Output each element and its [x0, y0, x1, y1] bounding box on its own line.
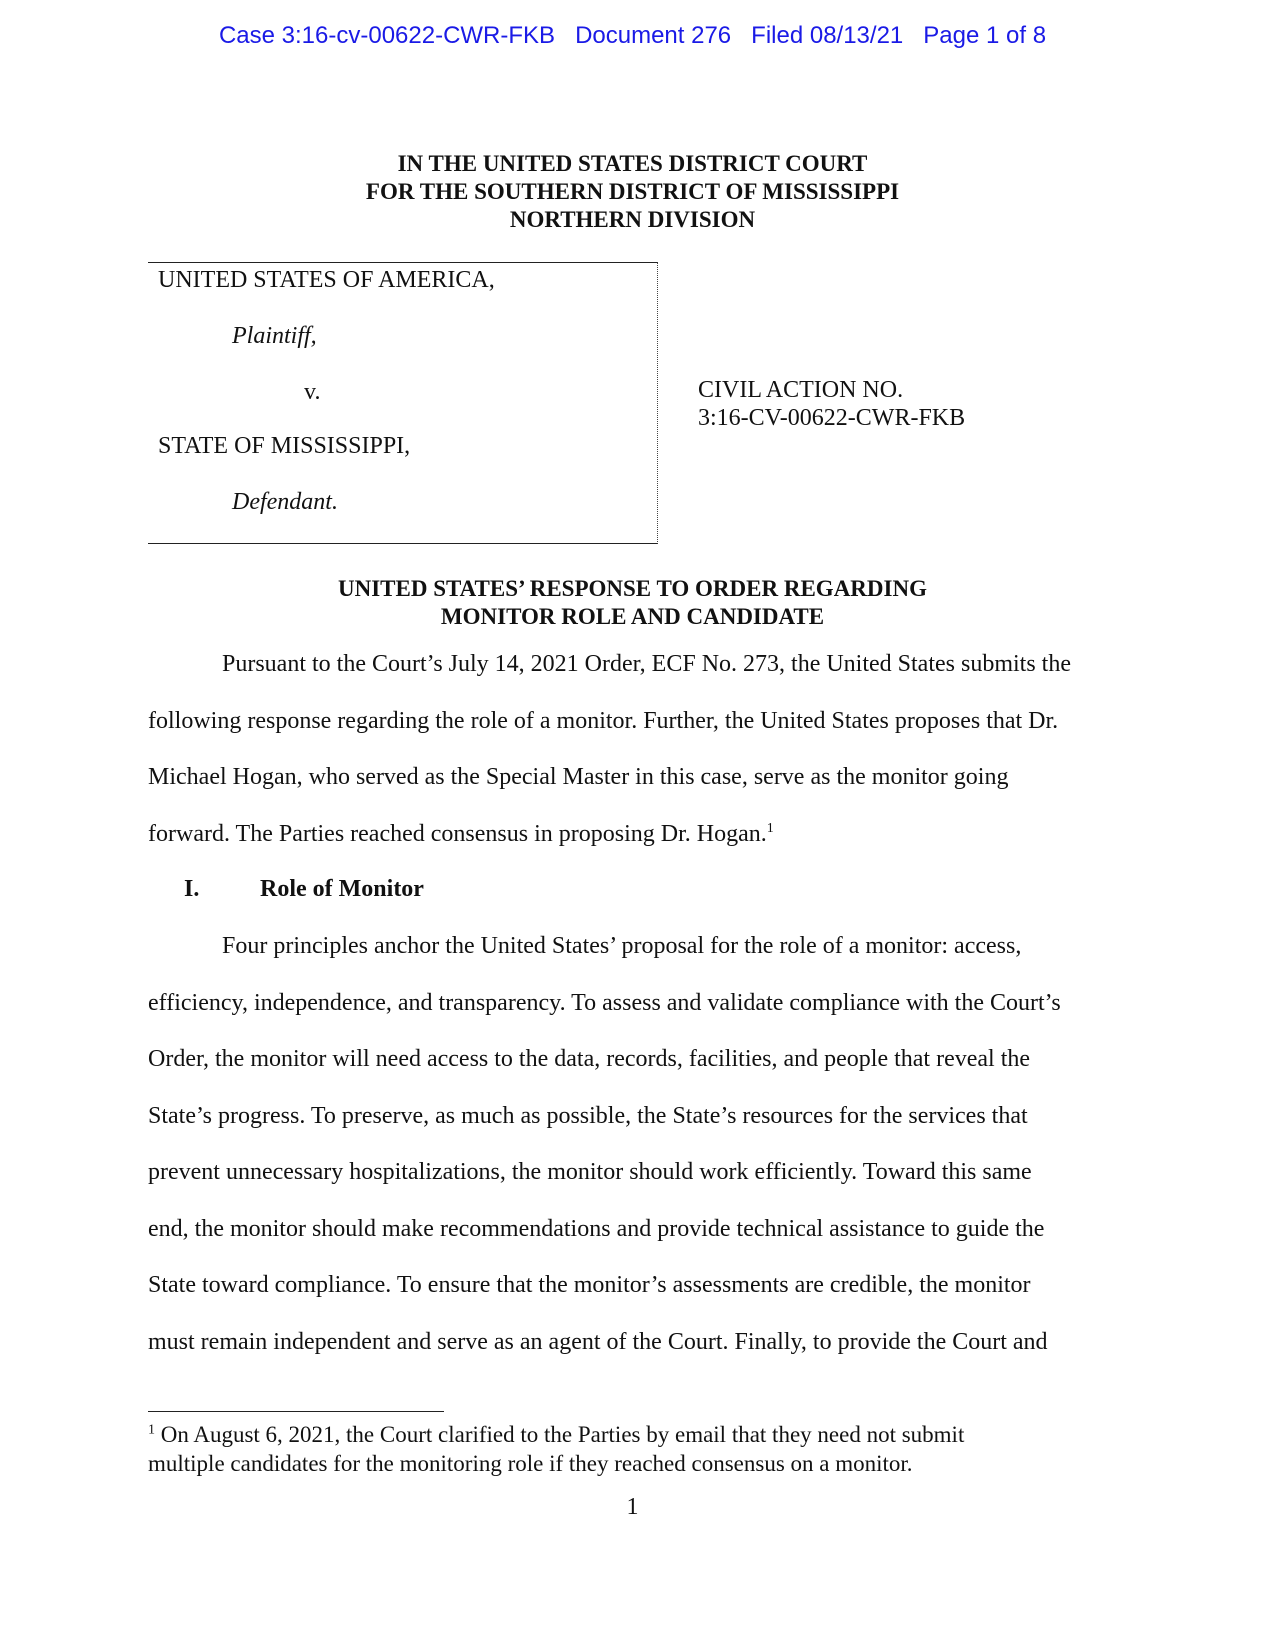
paragraph-2-line: Order, the monitor will need access to the data, records, facilities, and people that reveal the: [148, 1046, 1031, 1072]
paragraph-1-line: forward. The Parties reached consensus in proposing Dr. Hogan.: [148, 820, 767, 847]
footnote-text-1: On August 6, 2021, the Court clarified to the Parties by email that they need not submit: [155, 1422, 965, 1447]
defendant-role: Defendant.: [232, 489, 338, 515]
paragraph-1-line: Michael Hogan, who served as the Special Master in this case, serve as the monitor going: [148, 764, 1009, 790]
defendant-name: STATE OF MISSISSIPPI,: [158, 433, 411, 459]
paragraph-1-last-line: [148, 806, 1108, 863]
footnote-divider: [148, 1411, 444, 1412]
plaintiff-name: UNITED STATES OF AMERICA,: [158, 267, 495, 293]
court-line-3: NORTHERN DIVISION: [509, 207, 756, 232]
paragraph-2-line: end, the monitor should make recommendations and provide technical assistance to guide the: [148, 1215, 1045, 1242]
paragraph-1-line: Pursuant to the Court’s July 14, 2021 Order, ECF No. 273, the United States submits the: [222, 651, 1071, 677]
paragraph-1: [148, 636, 1108, 862]
paragraph-2-line: State toward compliance. To ensure that the monitor’s assessments are credible, the monitor: [148, 1272, 1031, 1298]
court-caption: [0, 150, 1265, 234]
paragraph-2: [148, 918, 1108, 1370]
footnote-line-1: [148, 1420, 1108, 1449]
civil-action-label: CIVIL ACTION NO.: [698, 377, 904, 403]
paragraph-2-line: Four principles anchor the United States’ proposal for the role of a monitor: access,: [222, 933, 1022, 959]
section-heading: [184, 876, 424, 903]
case-caption-box: [148, 262, 658, 544]
section-title: Role of Monitor: [260, 876, 424, 902]
court-line-2: FOR THE SOUTHERN DISTRICT OF MISSISSIPPI: [365, 179, 900, 204]
paragraph-2-line: State’s progress. To preserve, as much as possible, the State’s resources for the services that: [148, 1102, 1028, 1129]
civil-action: [698, 376, 965, 432]
title-line-1: UNITED STATES’ RESPONSE TO ORDER REGARDING: [338, 576, 927, 601]
paragraph-2-line: must remain independent and serve as an agent of the Court. Finally, to provide the Court and: [148, 1328, 1048, 1355]
footnote-text-2: multiple candidates for the monitoring role if they reached consensus on a monitor.: [148, 1451, 913, 1476]
civil-action-number: 3:16-CV-00622-CWR-FKB: [698, 405, 966, 431]
court-line-1: IN THE UNITED STATES DISTRICT COURT: [397, 151, 868, 176]
footnote: [148, 1420, 1108, 1478]
section-number: I.: [184, 876, 200, 902]
page-number: 1: [626, 1494, 639, 1520]
title-line-2: MONITOR ROLE AND CANDIDATE: [440, 604, 825, 629]
ecf-header-stamp: Case 3:16-cv-00622-CWR-FKB Document 276 Filed 08/13/21 Page 1 of 8: [218, 22, 1047, 49]
document-title: [0, 575, 1265, 631]
paragraph-1-line: following response regarding the role of a monitor. Further, the United States proposes that Dr.: [148, 707, 1059, 734]
versus: v.: [304, 379, 321, 405]
plaintiff-role: Plaintiff,: [232, 323, 317, 349]
paragraph-2-line: prevent unnecessary hospitalizations, the monitor should work efficiently. Toward this same: [148, 1159, 1032, 1185]
footnote-number: 1: [148, 1422, 155, 1438]
paragraph-2-line: efficiency, independence, and transparency. To assess and validate compliance with the Court’s: [148, 989, 1061, 1016]
footnote-ref: 1: [766, 820, 774, 836]
